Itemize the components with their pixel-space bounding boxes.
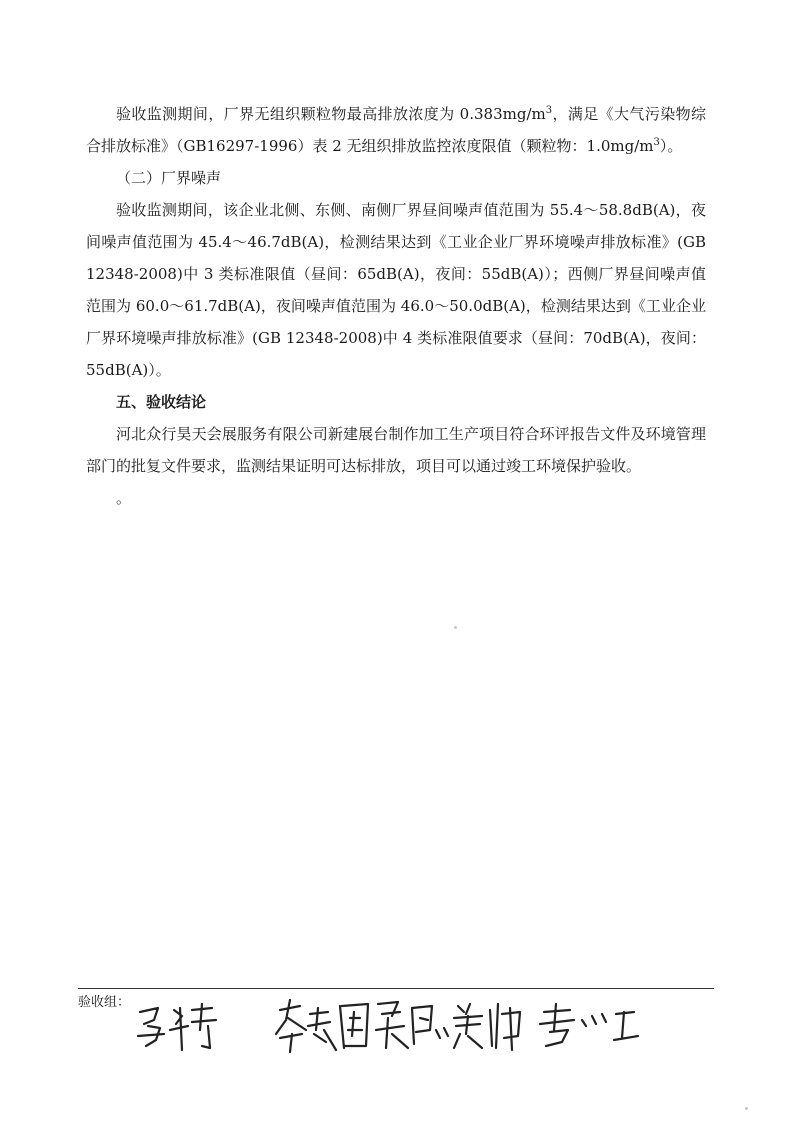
superscript: 3 [653,137,660,148]
signature-1 [138,1004,216,1050]
signature-3 [540,1004,638,1046]
paragraph-noise: 验收监测期间，该企业北侧、东侧、南侧厂界昼间噪声值范围为 55.4～58.8dB(A)，夜间噪声值范围为 45.4～46.7dB(A)，检测结果达到《工业企业厂界环境噪声排放标准》(GB 12348-2008)中 3 类标准限值（昼间：65dB(A)，夜间：55dB(A)）；西侧厂界昼间噪声值范围为 60.0～61.7dB(A)，夜间噪声值范围为 46.0～50.0dB(A)，检测结果达到《工业企业厂界环境噪声排放标准》(GB 12348-2008)中 4 类标准限值要求（昼间：70dB(A)，夜间：55dB(A)）。 [86,201,706,379]
signature-2 [276,1000,520,1052]
handwritten-signatures [130,990,650,1060]
paragraph-particulate-text-2: ，满足《大气污染物综合排放标准》（GB16297-1996）表 2 无组织排放监控浓度限值（颗粒物：1.0mg/m [86,105,706,155]
heading-conclusion: 五、验收结论 [116,393,207,411]
scan-speck [454,626,457,629]
paragraph-particulate [86,98,706,162]
scan-speck [745,1107,748,1110]
document-body [86,98,706,514]
paragraph-particulate-text: 验收监测期间，厂界无组织颗粒物最高排放浓度为 0.383mg/m [116,105,546,123]
paragraph-particulate-text-3: ）。 [659,137,683,155]
subheading-noise: （二）厂界噪声 [116,169,222,187]
paragraph-conclusion: 河北众行昊天会展服务有限公司新建展台制作加工生产项目符合环评报告文件及环境管理部门的批复文件要求，监测结果证明可达标排放，项目可以通过竣工环境保护验收。 [86,425,706,475]
signature-label: 验收组： [78,995,131,1010]
trailing-period: 。 [116,489,132,507]
signature-divider [78,988,714,989]
superscript: 3 [545,105,553,116]
